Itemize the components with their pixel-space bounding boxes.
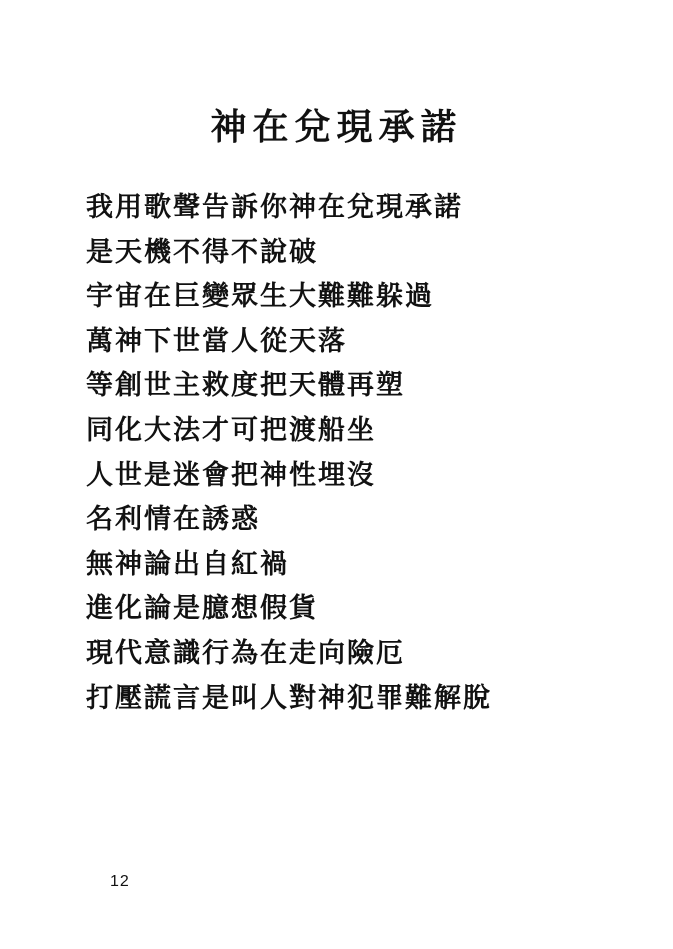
- poem-line: 打壓謊言是叫人對神犯罪難解脫: [86, 682, 492, 714]
- poem-line: 人世是迷會把神性埋沒: [86, 459, 376, 491]
- poem-body: [86, 188, 646, 723]
- poem-line: 現代意識行為在走向險厄: [86, 637, 405, 669]
- poem-line: 名利情在誘惑: [86, 504, 260, 536]
- poem-line: 我用歌聲告訴你神在兌現承諾: [86, 192, 463, 223]
- poem-line: 進化論是臆想假貨: [86, 593, 318, 625]
- poem-line: 是天機不得不說破: [86, 236, 318, 268]
- poem-line: 宇宙在巨變眾生大難難躲過: [86, 281, 434, 313]
- page-title: 神在兌現承諾: [210, 106, 463, 148]
- poem-line: 同化大法才可把渡船坐: [86, 414, 376, 446]
- page-number: 12: [110, 873, 130, 890]
- poem-line: 無神論出自紅禍: [86, 548, 289, 580]
- poem-line: 等創世主救度把天體再塑: [86, 370, 405, 402]
- poem-line: 萬神下世當人從天落: [86, 325, 347, 357]
